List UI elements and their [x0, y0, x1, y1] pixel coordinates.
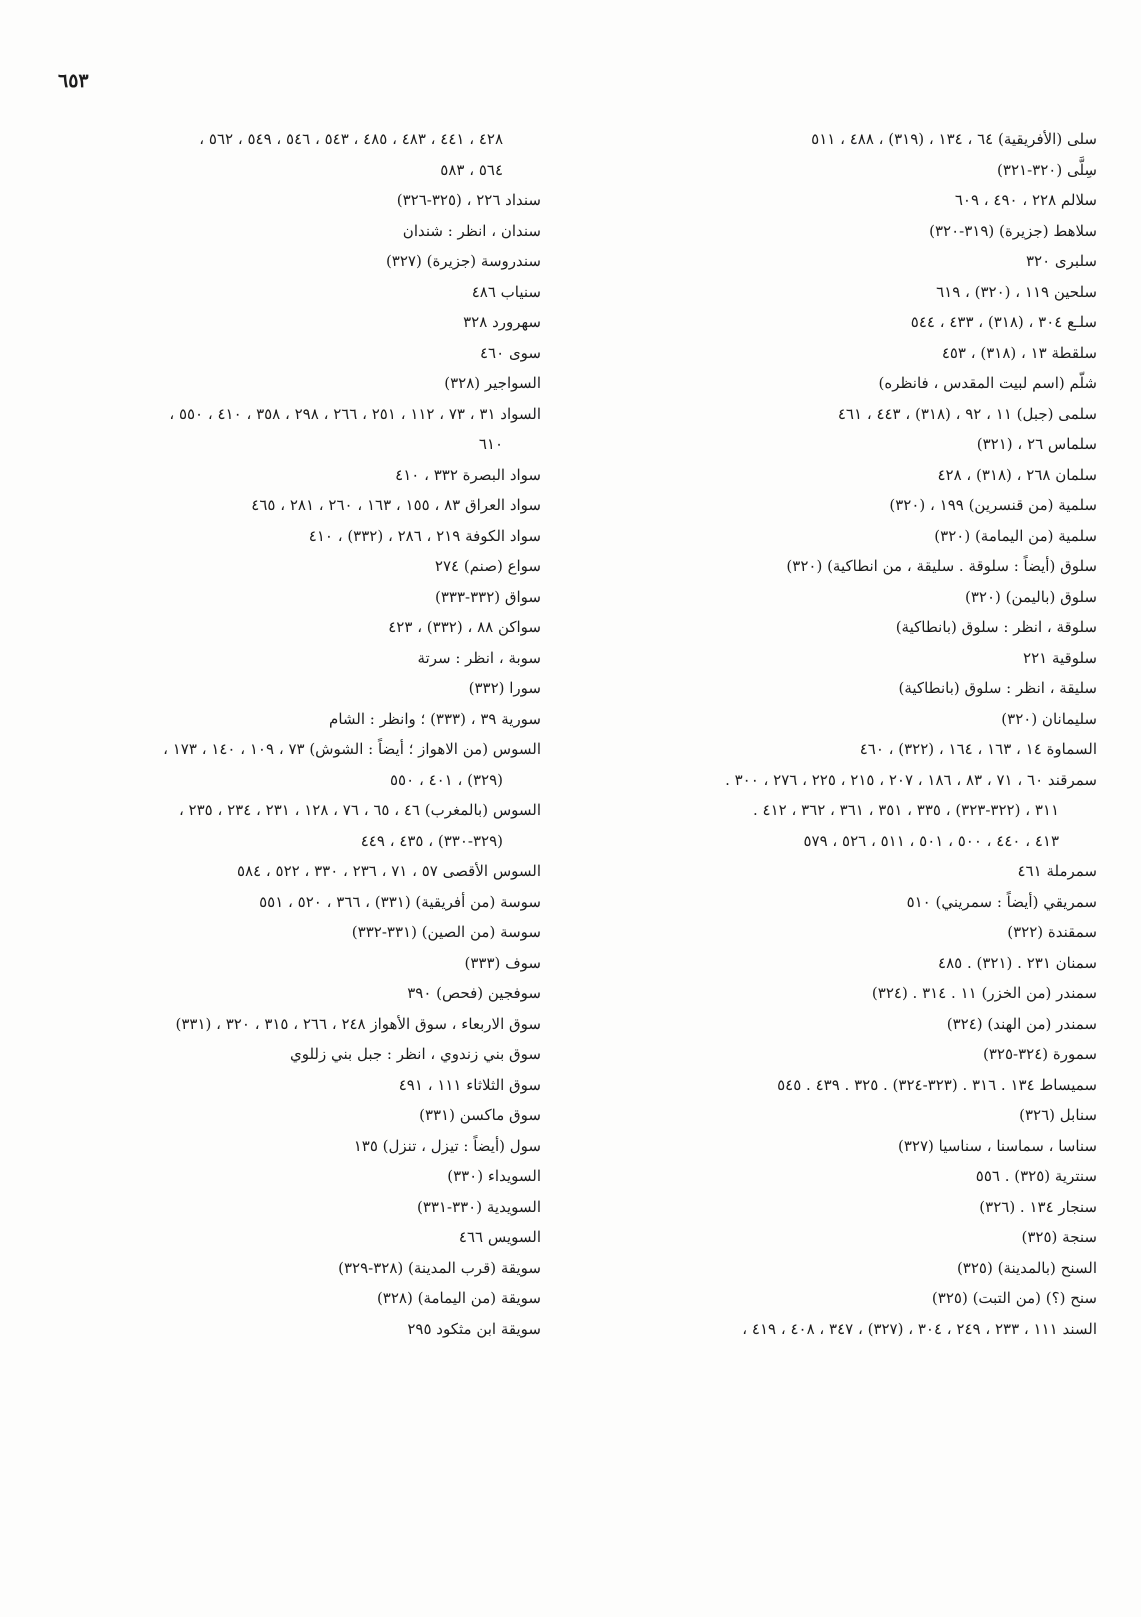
index-entry: سويقة (من اليمامة) (٣٢٨)	[376, 1289, 541, 1307]
index-entry: سوى ٤٦٠	[480, 343, 541, 362]
index-entry: سلماس ٢٦ ، (٣٢١)	[976, 435, 1097, 453]
page-number: ٦٥٣	[58, 70, 89, 92]
index-entry: سمندر (من الخزر) ١١ . ٣١٤ . (٣٢٤)	[871, 984, 1097, 1002]
index-entry: السوس (بالمغرب) ٤٦ ، ٦٥ ، ٧٦ ، ١٢٨ ، ٢٣١ ، ٢٣٤ ، ٢٣٥ ،	[178, 801, 541, 819]
index-entry: سواع (صنم) ٢٧٤	[434, 557, 541, 575]
index-entry: سلالم ٢٢٨ ، ٤٩٠ ، ٦٠٩	[954, 191, 1097, 209]
index-entry-continuation: ٤٢٨ ، ٤٤١ ، ٤٨٣ ، ٤٨٥ ، ٥٤٣ ، ٥٤٦ ، ٥٤٩ ، ٥٦٢ ،	[199, 130, 503, 148]
index-entry: سمقندة (٣٢٢)	[1007, 923, 1097, 941]
index-entry: سوسة (من أفريقية) (٣٣١) ، ٣٦٦ ، ٥٢٠ ، ٥٥١	[259, 892, 541, 911]
index-entry: سلمية (من قنسرين) ١٩٩ ، (٣٢٠)	[889, 496, 1097, 514]
index-entry: السواجير (٣٢٨)	[444, 374, 541, 392]
index-entry: سوق الاربعاء ، سوق الأهواز ٢٤٨ ، ٢٦٦ ، ٣١٥ ، ٣٢٠ ، (٣٣١)	[175, 1014, 541, 1033]
index-entry: سلمان ٢٦٨ ، (٣١٨) ، ٤٢٨	[937, 465, 1097, 484]
index-entry: السويدية (٣٣٠-٣٣١)	[416, 1197, 541, 1216]
index-entry: سول (أيضاً : تيزل ، تنزل) ١٣٥	[353, 1136, 541, 1155]
index-column-right	[552, 124, 1097, 1344]
index-entry: سلوقية ٢٢١	[1023, 648, 1097, 667]
index-entry: سورا (٣٣٢)	[468, 679, 541, 697]
index-entry: سلحين ١١٩ ، (٣٢٠) ، ٦١٩	[936, 282, 1097, 301]
index-entry: سوف (٣٣٣)	[464, 953, 541, 972]
index-entry: سوفجين (فحص) ٣٩٠	[407, 984, 541, 1002]
index-entry: سلقطة ١٣ ، (٣١٨) ، ٤٥٣	[941, 343, 1097, 362]
index-entry-continuation: (٣٢٩-٣٣٠) ، ٤٣٥ ، ٤٤٩	[360, 831, 503, 850]
index-entry: سنترية (٣٢٥) . ٥٥٦	[975, 1167, 1097, 1185]
index-entry: سلوق (أيضاً : سلوقة . سليقة ، من انطاكية) (٣٢٠)	[786, 557, 1097, 575]
index-entry: سلى (الأفريقية) ٦٤ ، ١٣٤ ، (٣١٩) ، ٤٨٨ ، ٥١١	[811, 130, 1097, 148]
index-entry: سناسا ، سماسنا ، سناسيا (٣٢٧)	[897, 1136, 1097, 1155]
index-entry: سواد العراق ٨٣ ، ١٥٥ ، ١٦٣ ، ٢٦٠ ، ٢٨١ ، ٤٦٥	[251, 496, 541, 514]
index-entry: سنح (؟) (من التبت) (٣٢٥)	[931, 1289, 1097, 1307]
index-entry-continuation: ٥٦٤ ، ٥٨٣	[440, 160, 503, 179]
index-entry: سمريقي (أيضاً : سمريني) ٥١٠	[906, 892, 1097, 911]
index-entry-continuation: ٦١٠	[478, 435, 503, 453]
index-entry: السند ١١١ ، ٢٣٣ ، ٢٤٩ ، ٣٠٤ ، (٣٢٧) ، ٣٤٧ ، ٤٠٨ ، ٤١٩ ،	[742, 1319, 1097, 1338]
index-entry: شلّم (اسم لبيت المقدس ، فانظره)	[878, 374, 1097, 392]
index-entry: سليقة ، انظر : سلوق (بانطاكية)	[898, 679, 1097, 697]
index-entry: سمنان ٢٣١ . (٣٢١) . ٤٨٥	[938, 953, 1097, 972]
index-entry: سلمية (من اليمامة) (٣٢٠)	[934, 526, 1097, 545]
index-entry: سويقة ابن مثكود ٢٩٥	[407, 1319, 541, 1338]
index-entry: سواد البصرة ٣٣٢ ، ٤١٠	[395, 465, 541, 484]
index-entry: سميساط ١٣٤ . ٣١٦ . (٣٢٣-٣٢٤) . ٣٢٥ . ٤٣٩ . ٥٤٥	[777, 1075, 1097, 1094]
index-entry: سمرملة ٤٦١	[1017, 862, 1097, 880]
index-entry: سواق (٣٣٢-٣٣٣)	[434, 587, 541, 606]
index-entry: سندروسة (جزيرة) (٣٢٧)	[385, 252, 541, 270]
index-entry: سلبرى ٣٢٠	[1025, 252, 1097, 270]
index-entry: السوس الأقصى ٥٧ ، ٧١ ، ٢٣٦ ، ٣٣٠ ، ٥٢٢ ، ٥٨٤	[236, 862, 541, 880]
index-entry: سهرورد ٣٢٨	[463, 313, 541, 331]
index-entry: سلـع ٣٠٤ ، (٣١٨) ، ٤٣٣ ، ٥٤٤	[910, 313, 1097, 331]
index-entry-continuation: (٣٢٩) ، ٤٠١ ، ٥٥٠	[390, 770, 503, 789]
index-entry: سنياب ٤٨٦	[471, 282, 541, 301]
index-entry-continuation: ٤١٣ ، ٤٤٠ ، ٥٠٠ ، ٥٠١ ، ٥١١ ، ٥٢٦ ، ٥٧٩	[803, 831, 1059, 850]
index-entry: سِلَّى (٣٢٠-٣٢١)	[997, 160, 1097, 179]
index-entry: سندان ، انظر : شندان	[402, 221, 541, 240]
index-entry: سلوقة ، انظر : سلوق (بانطاكية)	[895, 618, 1097, 636]
index-entry: سلمى (جبل) ١١ ، ٩٢ ، (٣١٨) ، ٤٤٣ ، ٤٦١	[837, 404, 1097, 423]
index-entry: سواد الكوفة ٢١٩ ، ٢٨٦ ، (٣٣٢) ، ٤١٠	[308, 526, 541, 545]
index-entry: سليمانان (٣٢٠)	[1001, 709, 1097, 728]
index-entry: السويس ٤٦٦	[458, 1228, 541, 1246]
index-entry: سوق ماكسن (٣٣١)	[419, 1106, 541, 1124]
index-entry: سواكن ٨٨ ، (٣٣٢) ، ٤٢٣	[388, 618, 541, 636]
index-entry: سويقة (قرب المدينة) (٣٢٨-٣٢٩)	[338, 1258, 541, 1277]
index-entry: سمورة (٣٢٤-٣٢٥)	[983, 1045, 1097, 1063]
index-entry: سورية ٣٩ ، (٣٣٣) ؛ وانظر : الشام	[329, 709, 541, 728]
index-entry: سنجار ١٣٤ . (٣٢٦)	[979, 1197, 1097, 1216]
index-entry: سوق بني زندوي ، انظر : جبل بني زللوي	[289, 1045, 541, 1063]
index-entry: سلوق (باليمن) (٣٢٠)	[965, 587, 1097, 606]
index-entry: سوبة ، انظر : سرتة	[417, 648, 541, 667]
index-entry: السواد ٣١ ، ٧٣ ، ١١٢ ، ٢٥١ ، ٢٦٦ ، ٢٩٨ ، ٣٥٨ ، ٤١٠ ، ٥٥٠ ،	[169, 404, 541, 423]
index-entry: سمندر (من الهند) (٣٢٤)	[946, 1014, 1097, 1033]
index-entry: سنداد ٢٢٦ ، (٣٢٥-٣٢٦)	[396, 191, 541, 209]
index-entry-continuation: ٣١١ ، (٣٢٢-٣٢٣) ، ٣٣٥ ، ٣٥١ ، ٣٦١ ، ٣٦٢ ، ٤١٢ .	[752, 801, 1059, 819]
index-entry: السنح (بالمدينة) (٣٢٥)	[956, 1258, 1097, 1277]
index-entry: السويداء (٣٣٠)	[447, 1167, 541, 1185]
index-entry: سنجة (٣٢٥)	[1021, 1228, 1097, 1246]
index-entry: السماوة ١٤ ، ١٦٣ ، ١٦٤ ، (٣٢٢) ، ٤٦٠	[859, 740, 1097, 758]
index-column-left	[0, 124, 541, 1344]
index-entry: سمرقند ٦٠ ، ٧١ ، ٨٣ ، ١٨٦ ، ٢٠٧ ، ٢١٥ ، ٢٢٥ ، ٢٧٦ ، ٣٠٠ .	[725, 770, 1097, 789]
index-entry: سلاهط (جزيرة) (٣١٩-٣٢٠)	[929, 221, 1097, 240]
index-entry: سوسة (من الصين) (٣٣١-٣٣٢)	[351, 923, 541, 941]
index-entry: السوس (من الاهواز ؛ أيضاً : الشوش) ٧٣ ، ١٠٩ ، ١٤٠ ، ١٧٣ ،	[163, 740, 541, 758]
index-entry: سوق الثلاثاء ١١١ ، ٤٩١	[398, 1075, 541, 1094]
index-entry: سنابل (٣٢٦)	[1019, 1106, 1097, 1124]
